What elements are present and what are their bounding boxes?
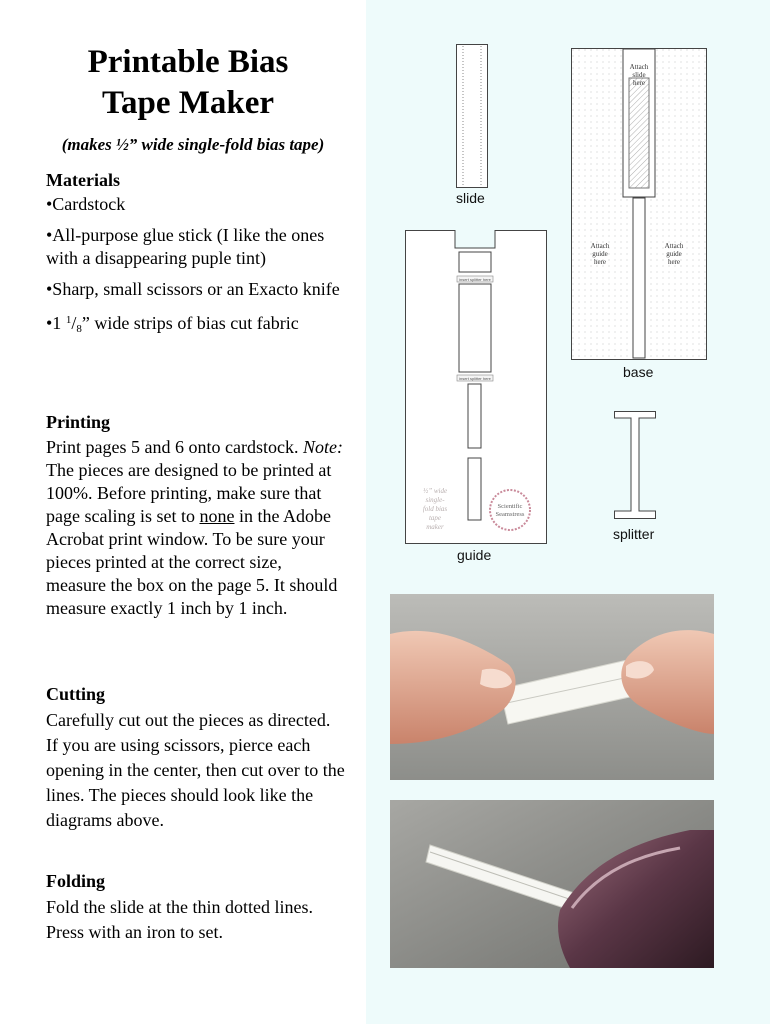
guide-stamp-3: fold bias bbox=[422, 505, 448, 513]
materials-heading: Materials bbox=[46, 170, 120, 190]
guide-stamp-4: tape bbox=[428, 514, 442, 522]
note-label: Note: bbox=[302, 437, 343, 457]
attach-guide-left-2: guide bbox=[592, 250, 608, 258]
attach-slide-text-1: Attach bbox=[629, 63, 649, 71]
materials-item-strips: •1 $^1/_8$” wide strips of bias cut fabric bbox=[46, 313, 299, 335]
printing-text bbox=[46, 436, 346, 620]
printing-line-3: in the Adobe Acrobat print window. To be sure your pieces printed at the correct size, measure the box on the page 5. It should measure exactly 1 inch by 1 inch. bbox=[46, 506, 338, 618]
attach-guide-right-1: Attach bbox=[664, 242, 684, 250]
attach-guide-left-1: Attach bbox=[590, 242, 610, 250]
none-word: none bbox=[199, 506, 235, 526]
base-label: base bbox=[623, 364, 654, 380]
base-diagram bbox=[571, 48, 707, 360]
cutting-heading: Cutting bbox=[46, 684, 106, 704]
splitter-diagram bbox=[614, 411, 656, 519]
materials-list bbox=[46, 193, 346, 349]
logo-text-2: Seamstress bbox=[495, 511, 525, 518]
strip-suffix: ” wide strips of bias cut fabric bbox=[81, 313, 299, 333]
guide-label: guide bbox=[457, 547, 492, 563]
logo-text-1: Scientific bbox=[497, 503, 523, 510]
title-line-1: Printable Bias bbox=[87, 44, 289, 80]
printing-line-2: The pieces are designed to be printed at 100%. Before printing, make sure that page scaling is set to bbox=[46, 460, 332, 526]
guide-diagram bbox=[405, 230, 547, 544]
photo-ironing-tape bbox=[390, 800, 714, 968]
attach-guide-right-2: guide bbox=[666, 250, 682, 258]
cutting-text: Carefully cut out the pieces as directed. If you are using scissors, pierce each opening in the center, then cut over to the lines. The pieces should look like the diagrams above. bbox=[46, 710, 345, 830]
fraction-denominator: 8 bbox=[76, 323, 82, 335]
photo-hands-folding-tape bbox=[390, 594, 714, 780]
splitter-tab-text-2: insert splitter here bbox=[459, 376, 491, 381]
materials-item: •Cardstock bbox=[46, 194, 126, 214]
materials-item: •All-purpose glue stick (I like the ones with a disappearing puple tint) bbox=[46, 225, 325, 268]
attach-guide-left-3: here bbox=[593, 258, 607, 266]
guide-stamp-5: maker bbox=[426, 523, 444, 531]
slide-label: slide bbox=[456, 190, 485, 206]
folding-text: Fold the slide at the thin dotted lines. Press with an iron to set. bbox=[46, 897, 313, 942]
fraction-numerator: 1 bbox=[65, 314, 72, 326]
splitter-label: splitter bbox=[613, 526, 655, 542]
title-line-2: Tape Maker bbox=[101, 85, 275, 121]
strip-prefix: •1 bbox=[46, 313, 66, 333]
attach-guide-right-3: here bbox=[667, 258, 681, 266]
seamstress-logo bbox=[490, 490, 530, 530]
materials-item: •Sharp, small scissors or an Exacto knife bbox=[46, 279, 340, 299]
splitter-tab-text-1: insert splitter here bbox=[459, 277, 491, 282]
printing-line-1: Print pages 5 and 6 onto cardstock. bbox=[46, 437, 299, 457]
page-subtitle: (makes ½” wide single-fold bias tape) bbox=[61, 135, 325, 154]
folding-heading: Folding bbox=[46, 871, 106, 891]
printing-heading: Printing bbox=[46, 412, 111, 432]
page-title bbox=[28, 42, 348, 124]
guide-stamp-1: ½” wide bbox=[422, 487, 448, 495]
guide-stamp-2: single- bbox=[425, 496, 445, 504]
slide-diagram bbox=[456, 44, 488, 188]
attach-slide-text-2: slide bbox=[632, 71, 646, 79]
attach-slide-text-3: here bbox=[632, 79, 646, 87]
